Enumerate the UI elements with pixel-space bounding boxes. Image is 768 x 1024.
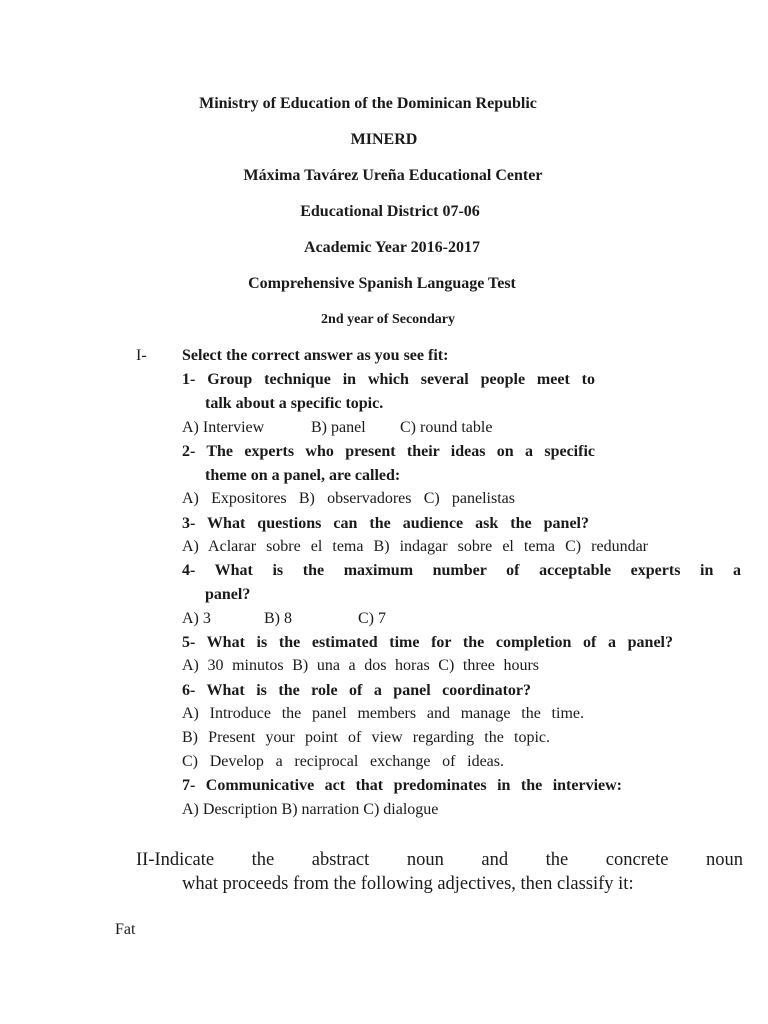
q7-question: 7- Communicative act that predominates in the interview: bbox=[182, 777, 622, 794]
q2-line2: theme on a panel, are called: bbox=[205, 467, 401, 484]
word-fat: Fat bbox=[115, 921, 136, 938]
q4-option-a: A) 3 bbox=[182, 610, 211, 627]
acronym-heading: MINERD bbox=[350, 131, 418, 148]
q1-option-c: C) round table bbox=[400, 419, 493, 436]
q4-line1: 4- What is the maximum number of acceptable experts in a bbox=[182, 562, 741, 579]
test-heading: Comprehensive Spanish Language Test bbox=[248, 275, 516, 292]
q7-options: A) Description B) narration C) dialogue bbox=[182, 801, 439, 818]
ministry-heading: Ministry of Education of the Dominican Republic bbox=[199, 95, 537, 112]
q1-line2: talk about a specific topic. bbox=[205, 395, 384, 412]
section1-instruction: Select the correct answer as you see fit: bbox=[182, 347, 449, 364]
q6-option-b: B) Present your point of view regarding the topic. bbox=[182, 729, 550, 746]
district-heading: Educational District 07-06 bbox=[300, 203, 480, 220]
q1-line1: 1- Group technique in which several people meet to bbox=[182, 371, 595, 388]
section1-number: I- bbox=[136, 347, 147, 364]
q3-question: 3- What questions can the audience ask the panel? bbox=[182, 515, 589, 532]
q5-question: 5- What is the estimated time for the completion of a panel? bbox=[182, 634, 673, 651]
section2-line1: II-Indicate the abstract noun and the concrete noun bbox=[136, 850, 743, 870]
q6-question: 6- What is the role of a panel coordinator? bbox=[182, 682, 531, 699]
q1-option-a: A) Interview bbox=[182, 419, 265, 436]
q4-line2: panel? bbox=[205, 586, 251, 603]
center-heading: Máxima Tavárez Ureña Educational Center bbox=[243, 167, 543, 184]
q6-option-c: C) Develop a reciprocal exchange of ideas. bbox=[182, 753, 504, 770]
q3-options: A) Aclarar sobre el tema B) indagar sobre el tema C) redundar bbox=[182, 538, 648, 555]
section2-line2: what proceeds from the following adjectives, then classify it: bbox=[182, 874, 634, 894]
q6-option-a: A) Introduce the panel members and manage the time. bbox=[182, 705, 584, 722]
q2-line1: 2- The experts who present their ideas on a specific bbox=[182, 443, 595, 460]
q2-options: A) Expositores B) observadores C) panelistas bbox=[182, 490, 515, 507]
q4-option-c: C) 7 bbox=[358, 610, 386, 627]
grade-heading: 2nd year of Secondary bbox=[321, 312, 455, 327]
q4-option-b: B) 8 bbox=[264, 610, 292, 627]
q5-options: A) 30 minutos B) una a dos horas C) three hours bbox=[182, 657, 539, 674]
year-heading: Academic Year 2016-2017 bbox=[304, 239, 480, 256]
q1-option-b: B) panel bbox=[311, 419, 366, 436]
